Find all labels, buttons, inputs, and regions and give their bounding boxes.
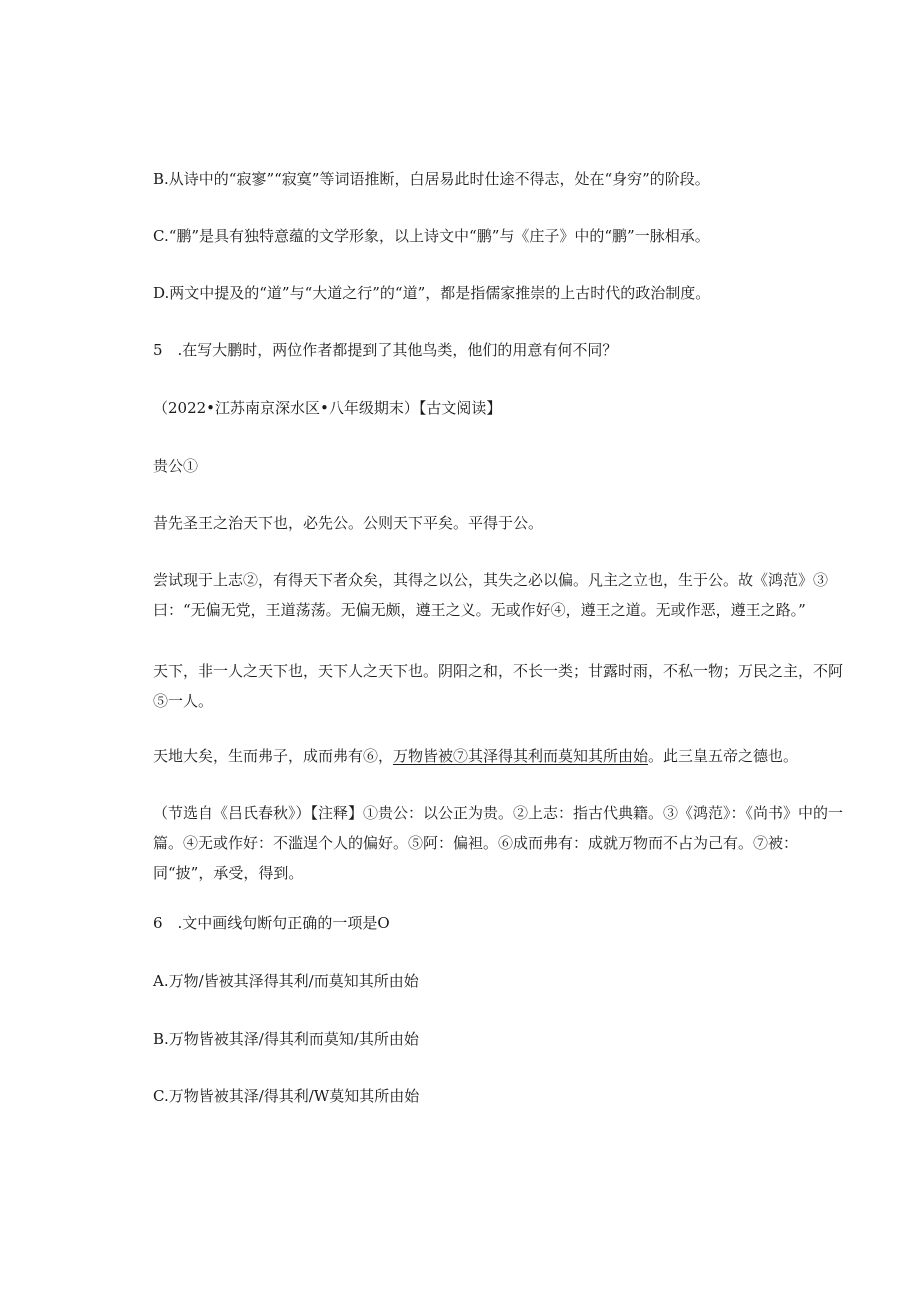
option-6c: C.万物皆被其泽/得其利/W莫知其所由始 <box>153 1087 420 1105</box>
option-6b: B.万物皆被其泽/得其利而莫知/其所由始 <box>153 1030 419 1048</box>
source-note: （2022•江苏南京深水区•八年级期末）【古文阅读】 <box>153 399 502 417</box>
option-4d: D.两文中提及的“道”与“大道之行”的“道”，都是指儒家推崇的上古时代的政治制度。 <box>153 284 711 302</box>
underlined-sentence: 万物皆被⑦其泽得其利而莫知其所由始 <box>393 747 649 765</box>
paragraph-1: 昔先圣王之治天下也，必先公。公则天下平矣。平得于公。 <box>153 514 544 532</box>
paragraph-4-lead: 天地大矣，生而弗子，成而弗有⑥， <box>153 747 394 765</box>
option-6a: A.万物/皆被其泽得其利/而莫知其所由始 <box>153 972 419 990</box>
option-4b: B.从诗中的“寂寥”“寂寞”等词语推断，白居易此时仕途不得志，处在“身穷”的阶段。 <box>153 170 710 188</box>
question-6: 6 .文中画线句断句正确的一项是O <box>153 914 390 932</box>
passage-title: 贵公① <box>153 457 199 475</box>
annotation-notes: （节选自《吕氏春秋》）【注释】①贵公：以公正为贵。②上志：指古代典籍。③《鸿范》：《尚书》中的一篇。④无或作好：不滥逞个人的偏好。⑤阿：偏袒。⑥成而弗有：成就万物而不占为己有。⑦被：同“披”，承受，得到。 <box>153 804 844 882</box>
question-5: 5 .在写大鹏时，两位作者都提到了其他鸟类，他们的用意有何不同？ <box>153 341 618 359</box>
paragraph-2: 尝试现于上志②，有得天下者众矣，其得之以公，其失之必以偏。凡主之立也，生于公。故《鸿范》③曰：“无偏无党，王道荡荡。无偏无颇，遵王之义。无或作好④，遵王之道。无或作恶，遵王之路。” <box>153 571 829 619</box>
paragraph-4 <box>153 741 843 771</box>
option-4c: C.“鹏”是具有独特意蕴的文学形象，以上诗文中“鹏”与《庄子》中的“鹏”一脉相承。 <box>153 227 710 245</box>
paragraph-3: 天下，非一人之天下也，天下人之天下也。阴阳之和，不长一类；甘露时雨，不私一物；万民之主，不阿⑤一人。 <box>153 662 844 710</box>
paragraph-4-tail: 。此三皇五帝之德也。 <box>648 747 799 765</box>
